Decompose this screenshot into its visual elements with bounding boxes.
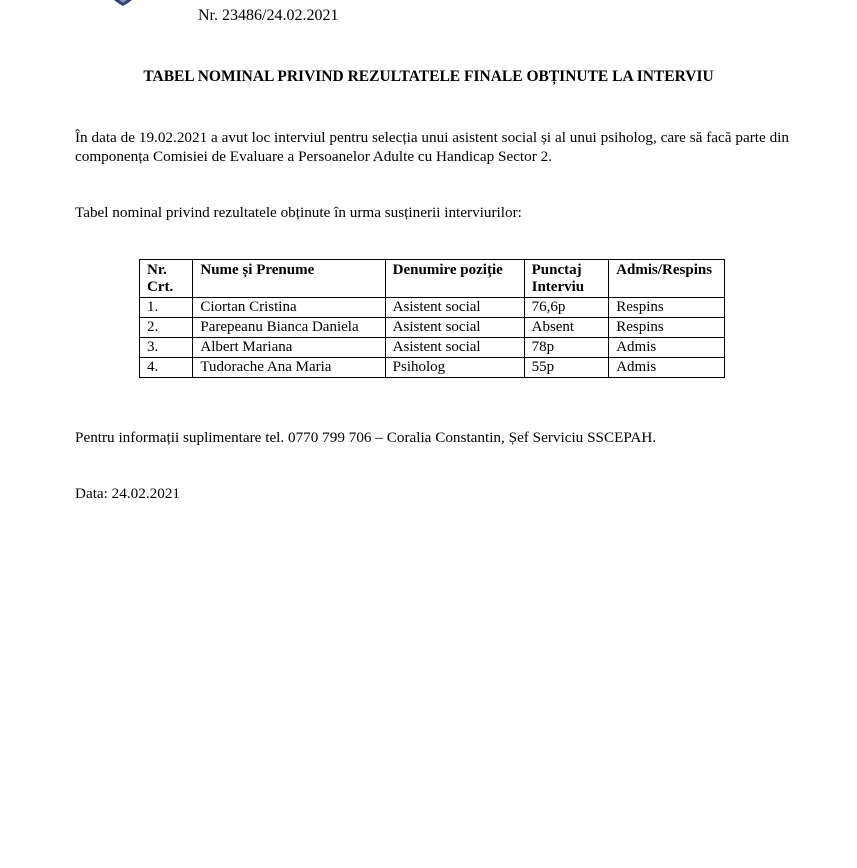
table-header-row	[140, 260, 725, 298]
table-row	[140, 318, 725, 338]
cell-position: Psiholog	[385, 358, 524, 378]
cell-name: Tudorache Ana Maria	[193, 358, 385, 378]
cell-status: Admis	[609, 338, 725, 358]
cell-status: Respins	[609, 298, 725, 318]
header-position: Denumire poziție	[385, 260, 524, 298]
cell-score: Absent	[524, 318, 609, 338]
table-row	[140, 358, 725, 378]
contact-info: Pentru informații suplimentare tel. 0770 799 706 – Coralia Constantin, Șef Serviciu SSCEPAH.	[75, 429, 657, 446]
cell-name: Albert Mariana	[193, 338, 385, 358]
header-nr-crt: Nr. Crt.	[140, 260, 193, 298]
header-name: Nume și Prenume	[193, 260, 385, 298]
cell-status: Respins	[609, 318, 725, 338]
header-score: Punctaj Interviu	[524, 260, 609, 298]
cell-nr: 2.	[140, 318, 193, 338]
cell-position: Asistent social	[385, 298, 524, 318]
table-row	[140, 338, 725, 358]
cell-position: Asistent social	[385, 318, 524, 338]
document-date: Data: 24.02.2021	[75, 485, 181, 502]
results-table	[139, 259, 725, 378]
cell-nr: 1.	[140, 298, 193, 318]
cell-name: Ciortan Cristina	[193, 298, 385, 318]
cell-name: Parepeanu Bianca Daniela	[193, 318, 385, 338]
page-title: TABEL NOMINAL PRIVIND REZULTATELE FINALE OBȚINUTE LA INTERVIU	[143, 68, 714, 85]
cell-position: Asistent social	[385, 338, 524, 358]
table-intro-text: Tabel nominal privind rezultatele obținute în urma susținerii interviurilor:	[75, 204, 522, 221]
header-status: Admis/Respins	[609, 260, 725, 298]
cell-status: Admis	[609, 358, 725, 378]
document-number: Nr. 23486/24.02.2021	[198, 7, 339, 24]
cell-nr: 3.	[140, 338, 193, 358]
table-row	[140, 298, 725, 318]
cell-nr: 4.	[140, 358, 193, 378]
intro-paragraph: În data de 19.02.2021 a avut loc interviul pentru selecția unui asistent social și al unui psiholog, care să facă parte din componența Comisiei de Evaluare a Persoanelor Adulte cu Handicap Sector 2.	[75, 129, 789, 165]
cell-score: 76,6p	[524, 298, 609, 318]
cell-score: 55p	[524, 358, 609, 378]
cell-score: 78p	[524, 338, 609, 358]
coat-of-arms-icon	[112, 0, 134, 6]
